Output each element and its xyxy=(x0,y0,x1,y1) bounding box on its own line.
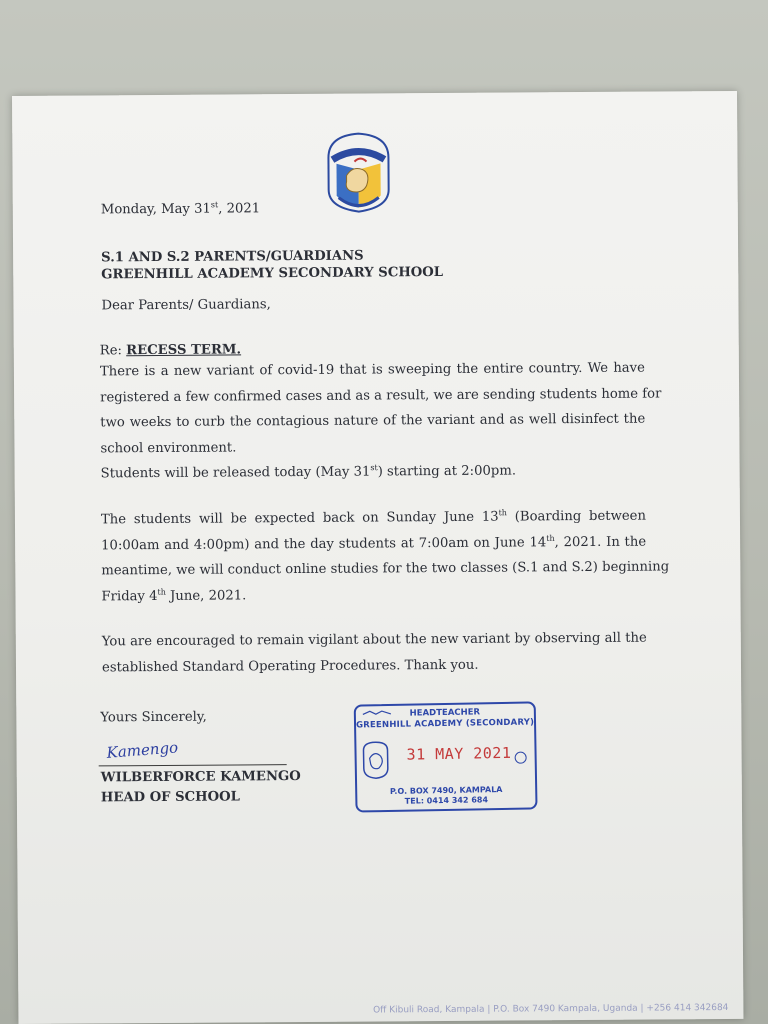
letterhead-footer: Off Kibuli Road, Kampala | P.O. Box 7490 Kampala, Uganda | +256 414 342684 xyxy=(373,1003,729,1016)
release-line: Students will be released today (May 31st) starting at 2:00pm. xyxy=(100,463,517,482)
recipient-line-2: GREENHILL ACADEMY SECONDARY SCHOOL xyxy=(101,264,444,283)
letter-date: Monday, May 31st, 2021 xyxy=(100,200,261,218)
school-crest-icon xyxy=(322,129,395,214)
subject-line: Re: RECESS TERM. xyxy=(99,342,242,359)
salutation: Dear Parents/ Guardians, xyxy=(101,297,271,314)
closing: Yours Sincerely, xyxy=(100,709,207,726)
signatory-title: HEAD OF SCHOOL xyxy=(100,789,240,806)
stamp-address: P.O. BOX 7490, KAMPALA xyxy=(389,785,503,796)
school-logo xyxy=(322,129,395,214)
stamp-telephone: TEL: 0414 342 684 xyxy=(404,795,489,806)
stamp-date: 31 MAY 2021 xyxy=(406,743,512,764)
stamp-title: HEADTEACHER xyxy=(409,707,481,719)
signatory-name: WILBERFORCE KAMENGO xyxy=(100,769,301,786)
stamp-crest-icon xyxy=(360,740,391,781)
stamp-circle-icon xyxy=(515,752,527,764)
stamp-school: GREENHILL ACADEMY (SECONDARY) xyxy=(355,717,535,731)
paragraph-3: You are encouraged to remain vigilant about the new variant by observing all the established Standard Operating Procedures. Thank you. xyxy=(101,630,647,675)
paragraph-2: The students will be expected back on Sunday June 13th (Boarding between 10:00am and 4:00pm) and the day students at 7:00am on June 14th, 2021. In the meantime, we will conduct online studies for the two classes (S.1 and S.2) beginning Friday 4th June, 2021. xyxy=(100,508,670,604)
paragraph-1: There is a new variant of covid-19 that is sweeping the entire country. We have registered a few confirmed cases and as a result, we are sending students home for two weeks to curb the contagious nature of the variant and as well disinfect the school environment. Students will be released today (May 31st) starting at 2:00pm. xyxy=(100,356,646,487)
headteacher-stamp xyxy=(354,701,538,812)
signature: Kamengo xyxy=(105,738,179,762)
subject-title: RECESS TERM. xyxy=(126,342,242,359)
letter-sheet xyxy=(12,91,743,1024)
recipient-line-1: S.1 AND S.2 PARENTS/GUARDIANS xyxy=(101,248,364,266)
